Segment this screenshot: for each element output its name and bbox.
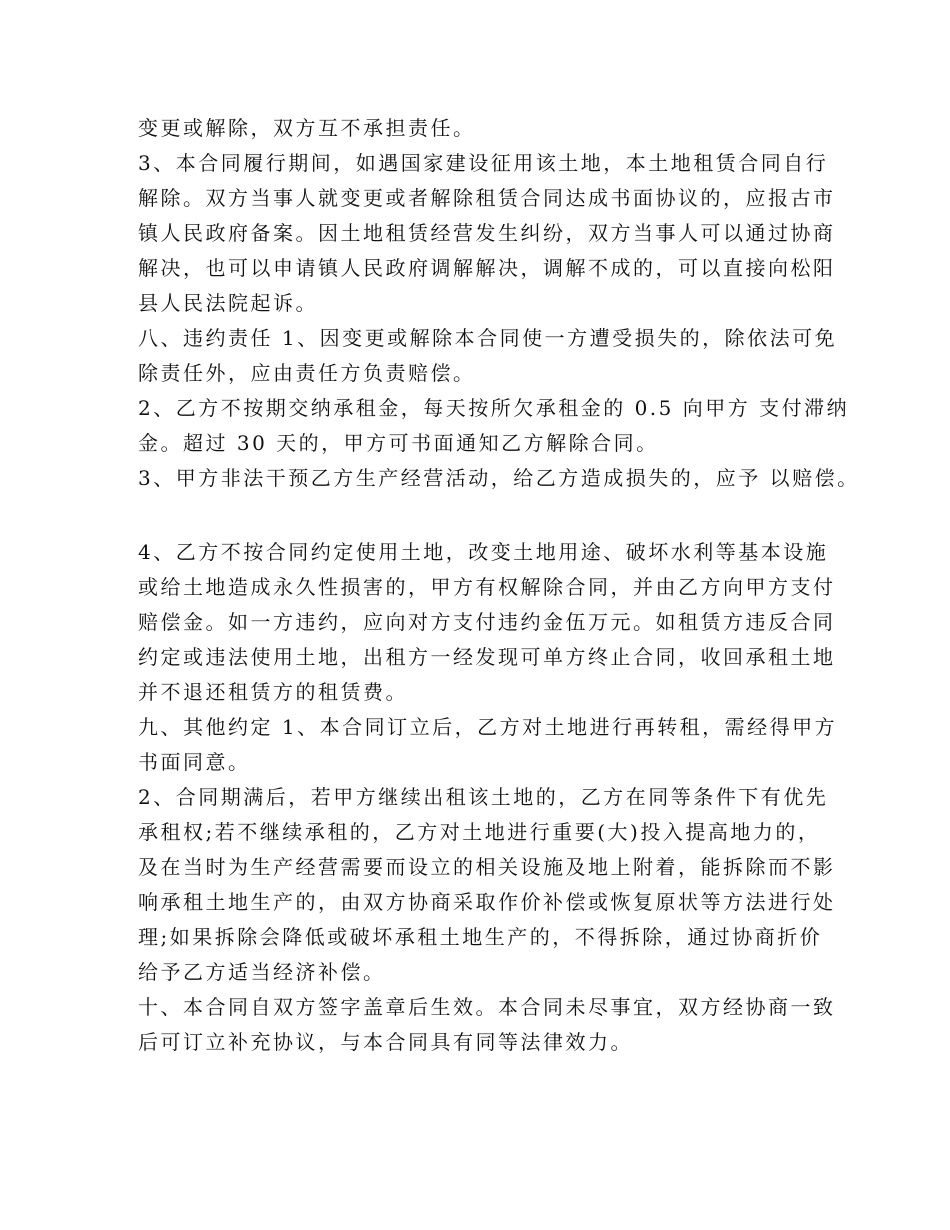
text-line: 解除。双方当事人就变更或者解除租赁合同达成书面协议的，应报古市 bbox=[138, 186, 836, 210]
text-line: 赔偿金。如一方违约，应向对方支付违约金伍万元。如租赁方违反合同 bbox=[138, 610, 836, 634]
text-line: 八、违约责任 1、因变更或解除本合同使一方遭受损失的，除依法可免 bbox=[138, 326, 838, 350]
text-line: 书面同意。 bbox=[138, 750, 251, 774]
text-line: 并不退还租赁方的租赁费。 bbox=[138, 680, 408, 704]
text-line: 约定或违法使用土地，出租方一经发现可单方终止合同，收回承租土地 bbox=[138, 645, 836, 669]
text-line: 2、合同期满后，若甲方继续出租该土地的，乙方在同等条件下有优先 bbox=[138, 785, 829, 809]
text-line: 理;如果拆除会降低或破坏承租土地生产的，不得拆除，通过协商折价 bbox=[138, 925, 823, 949]
text-line: 九、其他约定 1、本合同订立后，乙方对土地进行再转租，需经得甲方 bbox=[138, 715, 838, 739]
text-line: 响承租土地生产的，由双方协商采取作价补偿或恢复原状等方法进行处 bbox=[138, 890, 836, 914]
text-line: 及在当时为生产经营需要而设立的相关设施及地上附着，能拆除而不影 bbox=[138, 855, 836, 879]
text-line: 县人民法院起诉。 bbox=[138, 291, 318, 315]
text-line: 十、本合同自双方签字盖章后生效。本合同未尽事宜，双方经协商一致 bbox=[138, 995, 836, 1019]
text-line: 4、乙方不按合同约定使用土地，改变土地用途、破坏水利等基本设施 bbox=[138, 540, 829, 564]
text-line: 或给土地造成永久性损害的，甲方有权解除合同，并由乙方向甲方支付 bbox=[138, 575, 836, 599]
text-line: 解决，也可以申请镇人民政府调解解决，调解不成的，可以直接向松阳 bbox=[138, 256, 836, 280]
text-line: 3、甲方非法干预乙方生产经营活动，给乙方造成损失的，应予 以赔偿。 bbox=[138, 466, 860, 490]
text-line: 后可订立补充协议，与本合同具有同等法律效力。 bbox=[138, 1030, 633, 1054]
text-line: 镇人民政府备案。因土地租赁经营发生纠纷，双方当事人可以通过协商 bbox=[138, 221, 836, 245]
text-line: 3、本合同履行期间，如遇国家建设征用该土地，本土地租赁合同自行 bbox=[138, 151, 829, 175]
text-line: 金。超过 30 天的，甲方可书面通知乙方解除合同。 bbox=[138, 431, 659, 455]
text-line: 除责任外，应由责任方负责赔偿。 bbox=[138, 361, 476, 385]
text-line: 给予乙方适当经济补偿。 bbox=[138, 960, 386, 984]
text-line: 承租权;若不继续承租的，乙方对土地进行重要(大)投入提高地力的， bbox=[138, 820, 821, 844]
text-line: 2、乙方不按期交纳承租金，每天按所欠承租金的 0.5 向甲方 支付滞纳 bbox=[138, 396, 850, 420]
text-line: 变更或解除，双方互不承担责任。 bbox=[138, 116, 476, 140]
